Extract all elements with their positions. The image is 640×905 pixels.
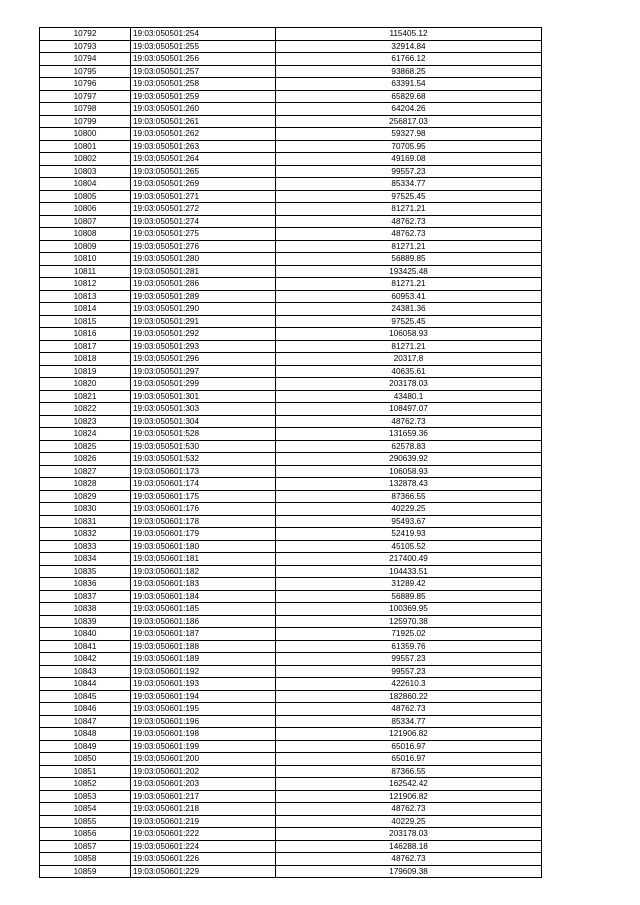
value-cell: 43480.1 — [276, 390, 542, 403]
table-row — [40, 415, 542, 428]
row-number-cell: 10817 — [40, 340, 131, 353]
table-row — [40, 228, 542, 241]
value-cell: 71925.02 — [276, 628, 542, 641]
cadastral-number-cell: 19:03:050501:264 — [131, 153, 276, 166]
row-number-cell: 10794 — [40, 53, 131, 66]
cadastral-number-cell: 19:03:050501:293 — [131, 340, 276, 353]
cadastral-number-cell: 19:03:050501:530 — [131, 440, 276, 453]
cadastral-number-cell: 19:03:050501:265 — [131, 165, 276, 178]
row-number-cell: 10845 — [40, 690, 131, 703]
value-cell: 48762.73 — [276, 853, 542, 866]
row-number-cell: 10844 — [40, 678, 131, 691]
value-cell: 48762.73 — [276, 703, 542, 716]
row-number-cell: 10853 — [40, 790, 131, 803]
cadastral-number-cell: 19:03:050501:257 — [131, 65, 276, 78]
table-row — [40, 603, 542, 616]
row-number-cell: 10816 — [40, 328, 131, 341]
table-row — [40, 240, 542, 253]
value-cell: 85334.77 — [276, 715, 542, 728]
table-row — [40, 378, 542, 391]
value-cell: 193425.48 — [276, 265, 542, 278]
cadastral-number-cell: 19:03:050501:289 — [131, 290, 276, 303]
value-cell: 40229.25 — [276, 815, 542, 828]
cadastral-number-cell: 19:03:050601:183 — [131, 578, 276, 591]
value-cell: 32914.84 — [276, 40, 542, 53]
value-cell: 20317.8 — [276, 353, 542, 366]
table-row — [40, 265, 542, 278]
row-number-cell: 10855 — [40, 815, 131, 828]
table-row — [40, 28, 542, 41]
cadastral-number-cell: 19:03:050501:290 — [131, 303, 276, 316]
cadastral-number-cell: 19:03:050601:198 — [131, 728, 276, 741]
cadastral-number-cell: 19:03:050501:255 — [131, 40, 276, 53]
value-cell: 203178.03 — [276, 828, 542, 841]
table-row — [40, 703, 542, 716]
row-number-cell: 10842 — [40, 653, 131, 666]
cadastral-number-cell: 19:03:050601:186 — [131, 615, 276, 628]
row-number-cell: 10823 — [40, 415, 131, 428]
value-cell: 121906.82 — [276, 790, 542, 803]
table-row — [40, 303, 542, 316]
row-number-cell: 10811 — [40, 265, 131, 278]
table-row — [40, 40, 542, 53]
row-number-cell: 10810 — [40, 253, 131, 266]
row-number-cell: 10839 — [40, 615, 131, 628]
row-number-cell: 10832 — [40, 528, 131, 541]
value-cell: 60953.41 — [276, 290, 542, 303]
cadastral-number-cell: 19:03:050601:202 — [131, 765, 276, 778]
table-row — [40, 840, 542, 853]
cadastral-number-cell: 19:03:050601:179 — [131, 528, 276, 541]
value-cell: 62578.83 — [276, 440, 542, 453]
value-cell: 97525.45 — [276, 190, 542, 203]
cadastral-number-cell: 19:03:050601:180 — [131, 540, 276, 553]
row-number-cell: 10830 — [40, 503, 131, 516]
cadastral-number-cell: 19:03:050501:271 — [131, 190, 276, 203]
row-number-cell: 10838 — [40, 603, 131, 616]
table-body — [40, 28, 542, 878]
value-cell: 182860.22 — [276, 690, 542, 703]
table-row — [40, 690, 542, 703]
value-cell: 106058.93 — [276, 465, 542, 478]
cadastral-number-cell: 19:03:050501:272 — [131, 203, 276, 216]
value-cell: 85334.77 — [276, 178, 542, 191]
value-cell: 49169.08 — [276, 153, 542, 166]
value-cell: 81271.21 — [276, 278, 542, 291]
value-cell: 203178.03 — [276, 378, 542, 391]
row-number-cell: 10808 — [40, 228, 131, 241]
table-row — [40, 490, 542, 503]
table-row — [40, 165, 542, 178]
row-number-cell: 10846 — [40, 703, 131, 716]
table-row — [40, 340, 542, 353]
row-number-cell: 10859 — [40, 865, 131, 878]
table-row — [40, 65, 542, 78]
table-row — [40, 140, 542, 153]
table-row — [40, 565, 542, 578]
table-row — [40, 290, 542, 303]
row-number-cell: 10795 — [40, 65, 131, 78]
table-row — [40, 153, 542, 166]
cadastral-number-cell: 19:03:050501:299 — [131, 378, 276, 391]
table-row — [40, 128, 542, 141]
cadastral-number-cell: 19:03:050601:176 — [131, 503, 276, 516]
row-number-cell: 10804 — [40, 178, 131, 191]
table-row — [40, 628, 542, 641]
value-cell: 125970.38 — [276, 615, 542, 628]
cadastral-number-cell: 19:03:050601:178 — [131, 515, 276, 528]
cadastral-number-cell: 19:03:050501:297 — [131, 365, 276, 378]
cadastral-number-cell: 19:03:050501:259 — [131, 90, 276, 103]
cadastral-number-cell: 19:03:050601:218 — [131, 803, 276, 816]
table-row — [40, 528, 542, 541]
value-cell: 162542.42 — [276, 778, 542, 791]
cadastral-number-cell: 19:03:050501:276 — [131, 240, 276, 253]
cadastral-number-cell: 19:03:050501:532 — [131, 453, 276, 466]
table-row — [40, 278, 542, 291]
cadastral-number-cell: 19:03:050601:189 — [131, 653, 276, 666]
table-row — [40, 740, 542, 753]
value-cell: 95493.67 — [276, 515, 542, 528]
value-cell: 61359.76 — [276, 640, 542, 653]
parcel-value-table — [39, 27, 542, 878]
table-row — [40, 553, 542, 566]
cadastral-number-cell: 19:03:050501:281 — [131, 265, 276, 278]
cadastral-number-cell: 19:03:050501:280 — [131, 253, 276, 266]
row-number-cell: 10809 — [40, 240, 131, 253]
table-row — [40, 778, 542, 791]
table-row — [40, 540, 542, 553]
cadastral-number-cell: 19:03:050501:274 — [131, 215, 276, 228]
row-number-cell: 10812 — [40, 278, 131, 291]
row-number-cell: 10857 — [40, 840, 131, 853]
value-cell: 40229.25 — [276, 503, 542, 516]
table-row — [40, 453, 542, 466]
row-number-cell: 10843 — [40, 665, 131, 678]
table-row — [40, 353, 542, 366]
value-cell: 256817.03 — [276, 115, 542, 128]
row-number-cell: 10801 — [40, 140, 131, 153]
cadastral-number-cell: 19:03:050501:275 — [131, 228, 276, 241]
row-number-cell: 10822 — [40, 403, 131, 416]
value-cell: 64204.26 — [276, 103, 542, 116]
row-number-cell: 10826 — [40, 453, 131, 466]
cadastral-number-cell: 19:03:050501:258 — [131, 78, 276, 91]
value-cell: 146288.18 — [276, 840, 542, 853]
cadastral-number-cell: 19:03:050601:203 — [131, 778, 276, 791]
value-cell: 81271.21 — [276, 340, 542, 353]
row-number-cell: 10824 — [40, 428, 131, 441]
row-number-cell: 10807 — [40, 215, 131, 228]
value-cell: 48762.73 — [276, 803, 542, 816]
table-row — [40, 428, 542, 441]
row-number-cell: 10835 — [40, 565, 131, 578]
value-cell: 93868.25 — [276, 65, 542, 78]
row-number-cell: 10848 — [40, 728, 131, 741]
cadastral-number-cell: 19:03:050601:219 — [131, 815, 276, 828]
row-number-cell: 10852 — [40, 778, 131, 791]
cadastral-number-cell: 19:03:050601:226 — [131, 853, 276, 866]
document-page — [39, 27, 542, 878]
value-cell: 290639.92 — [276, 453, 542, 466]
cadastral-number-cell: 19:03:050501:303 — [131, 403, 276, 416]
value-cell: 31289.42 — [276, 578, 542, 591]
value-cell: 97525.45 — [276, 315, 542, 328]
row-number-cell: 10849 — [40, 740, 131, 753]
row-number-cell: 10821 — [40, 390, 131, 403]
value-cell: 45105.52 — [276, 540, 542, 553]
value-cell: 48762.73 — [276, 415, 542, 428]
value-cell: 115405.12 — [276, 28, 542, 41]
row-number-cell: 10793 — [40, 40, 131, 53]
value-cell: 70705.95 — [276, 140, 542, 153]
table-row — [40, 90, 542, 103]
table-row — [40, 653, 542, 666]
table-row — [40, 765, 542, 778]
row-number-cell: 10858 — [40, 853, 131, 866]
cadastral-number-cell: 19:03:050501:262 — [131, 128, 276, 141]
value-cell: 106058.93 — [276, 328, 542, 341]
row-number-cell: 10850 — [40, 753, 131, 766]
row-number-cell: 10831 — [40, 515, 131, 528]
cadastral-number-cell: 19:03:050601:173 — [131, 465, 276, 478]
row-number-cell: 10847 — [40, 715, 131, 728]
table-row — [40, 828, 542, 841]
cadastral-number-cell: 19:03:050601:200 — [131, 753, 276, 766]
value-cell: 48762.73 — [276, 215, 542, 228]
row-number-cell: 10798 — [40, 103, 131, 116]
table-row — [40, 440, 542, 453]
cadastral-number-cell: 19:03:050501:256 — [131, 53, 276, 66]
table-row — [40, 53, 542, 66]
value-cell: 65016.97 — [276, 740, 542, 753]
value-cell: 56889.85 — [276, 253, 542, 266]
table-row — [40, 803, 542, 816]
cadastral-number-cell: 19:03:050501:286 — [131, 278, 276, 291]
table-row — [40, 103, 542, 116]
row-number-cell: 10833 — [40, 540, 131, 553]
cadastral-number-cell: 19:03:050601:174 — [131, 478, 276, 491]
table-row — [40, 640, 542, 653]
table-row — [40, 78, 542, 91]
value-cell: 24381.36 — [276, 303, 542, 316]
value-cell: 52419.93 — [276, 528, 542, 541]
table-row — [40, 403, 542, 416]
row-number-cell: 10841 — [40, 640, 131, 653]
row-number-cell: 10820 — [40, 378, 131, 391]
cadastral-number-cell: 19:03:050601:185 — [131, 603, 276, 616]
table-row — [40, 853, 542, 866]
cadastral-number-cell: 19:03:050601:181 — [131, 553, 276, 566]
row-number-cell: 10802 — [40, 153, 131, 166]
value-cell: 99557.23 — [276, 665, 542, 678]
table-row — [40, 665, 542, 678]
table-row — [40, 215, 542, 228]
table-row — [40, 315, 542, 328]
table-row — [40, 865, 542, 878]
row-number-cell: 10837 — [40, 590, 131, 603]
cadastral-number-cell: 19:03:050501:269 — [131, 178, 276, 191]
cadastral-number-cell: 19:03:050601:196 — [131, 715, 276, 728]
row-number-cell: 10825 — [40, 440, 131, 453]
table-row — [40, 815, 542, 828]
table-row — [40, 478, 542, 491]
row-number-cell: 10828 — [40, 478, 131, 491]
value-cell: 179609.38 — [276, 865, 542, 878]
cadastral-number-cell: 19:03:050501:301 — [131, 390, 276, 403]
cadastral-number-cell: 19:03:050501:296 — [131, 353, 276, 366]
value-cell: 217400.49 — [276, 553, 542, 566]
cadastral-number-cell: 19:03:050501:304 — [131, 415, 276, 428]
table-row — [40, 590, 542, 603]
row-number-cell: 10792 — [40, 28, 131, 41]
cadastral-number-cell: 19:03:050601:187 — [131, 628, 276, 641]
value-cell: 61766.12 — [276, 53, 542, 66]
row-number-cell: 10796 — [40, 78, 131, 91]
value-cell: 131659.36 — [276, 428, 542, 441]
row-number-cell: 10813 — [40, 290, 131, 303]
cadastral-number-cell: 19:03:050601:184 — [131, 590, 276, 603]
row-number-cell: 10800 — [40, 128, 131, 141]
row-number-cell: 10803 — [40, 165, 131, 178]
value-cell: 48762.73 — [276, 228, 542, 241]
cadastral-number-cell: 19:03:050501:292 — [131, 328, 276, 341]
table-row — [40, 678, 542, 691]
table-row — [40, 253, 542, 266]
cadastral-number-cell: 19:03:050501:254 — [131, 28, 276, 41]
cadastral-number-cell: 19:03:050601:175 — [131, 490, 276, 503]
row-number-cell: 10814 — [40, 303, 131, 316]
cadastral-number-cell: 19:03:050601:222 — [131, 828, 276, 841]
row-number-cell: 10851 — [40, 765, 131, 778]
cadastral-number-cell: 19:03:050501:260 — [131, 103, 276, 116]
row-number-cell: 10806 — [40, 203, 131, 216]
row-number-cell: 10854 — [40, 803, 131, 816]
value-cell: 63391.54 — [276, 78, 542, 91]
value-cell: 99557.23 — [276, 165, 542, 178]
row-number-cell: 10818 — [40, 353, 131, 366]
table-row — [40, 615, 542, 628]
table-row — [40, 503, 542, 516]
table-row — [40, 753, 542, 766]
value-cell: 81271.21 — [276, 240, 542, 253]
cadastral-number-cell: 19:03:050501:291 — [131, 315, 276, 328]
table-row — [40, 390, 542, 403]
row-number-cell: 10840 — [40, 628, 131, 641]
table-row — [40, 365, 542, 378]
cadastral-number-cell: 19:03:050601:193 — [131, 678, 276, 691]
row-number-cell: 10819 — [40, 365, 131, 378]
cadastral-number-cell: 19:03:050601:194 — [131, 690, 276, 703]
value-cell: 104433.51 — [276, 565, 542, 578]
table-row — [40, 190, 542, 203]
cadastral-number-cell: 19:03:050501:263 — [131, 140, 276, 153]
cadastral-number-cell: 19:03:050601:188 — [131, 640, 276, 653]
row-number-cell: 10815 — [40, 315, 131, 328]
value-cell: 65829.68 — [276, 90, 542, 103]
table-row — [40, 115, 542, 128]
row-number-cell: 10829 — [40, 490, 131, 503]
value-cell: 87366.55 — [276, 765, 542, 778]
row-number-cell: 10827 — [40, 465, 131, 478]
value-cell: 108497.07 — [276, 403, 542, 416]
table-row — [40, 465, 542, 478]
value-cell: 99557.23 — [276, 653, 542, 666]
cadastral-number-cell: 19:03:050601:195 — [131, 703, 276, 716]
row-number-cell: 10805 — [40, 190, 131, 203]
value-cell: 121906.82 — [276, 728, 542, 741]
cadastral-number-cell: 19:03:050601:182 — [131, 565, 276, 578]
table-row — [40, 515, 542, 528]
value-cell: 56889.85 — [276, 590, 542, 603]
table-row — [40, 715, 542, 728]
cadastral-number-cell: 19:03:050601:192 — [131, 665, 276, 678]
row-number-cell: 10799 — [40, 115, 131, 128]
value-cell: 81271.21 — [276, 203, 542, 216]
cadastral-number-cell: 19:03:050501:261 — [131, 115, 276, 128]
cadastral-number-cell: 19:03:050601:224 — [131, 840, 276, 853]
cadastral-number-cell: 19:03:050601:199 — [131, 740, 276, 753]
table-row — [40, 728, 542, 741]
table-row — [40, 203, 542, 216]
table-row — [40, 328, 542, 341]
row-number-cell: 10856 — [40, 828, 131, 841]
value-cell: 87366.55 — [276, 490, 542, 503]
row-number-cell: 10834 — [40, 553, 131, 566]
value-cell: 59327.98 — [276, 128, 542, 141]
cadastral-number-cell: 19:03:050501:528 — [131, 428, 276, 441]
row-number-cell: 10797 — [40, 90, 131, 103]
value-cell: 65016.97 — [276, 753, 542, 766]
value-cell: 40635.61 — [276, 365, 542, 378]
value-cell: 100369.95 — [276, 603, 542, 616]
table-row — [40, 178, 542, 191]
table-row — [40, 578, 542, 591]
cadastral-number-cell: 19:03:050601:217 — [131, 790, 276, 803]
value-cell: 132878.43 — [276, 478, 542, 491]
value-cell: 422610.3 — [276, 678, 542, 691]
table-row — [40, 790, 542, 803]
row-number-cell: 10836 — [40, 578, 131, 591]
cadastral-number-cell: 19:03:050601:229 — [131, 865, 276, 878]
